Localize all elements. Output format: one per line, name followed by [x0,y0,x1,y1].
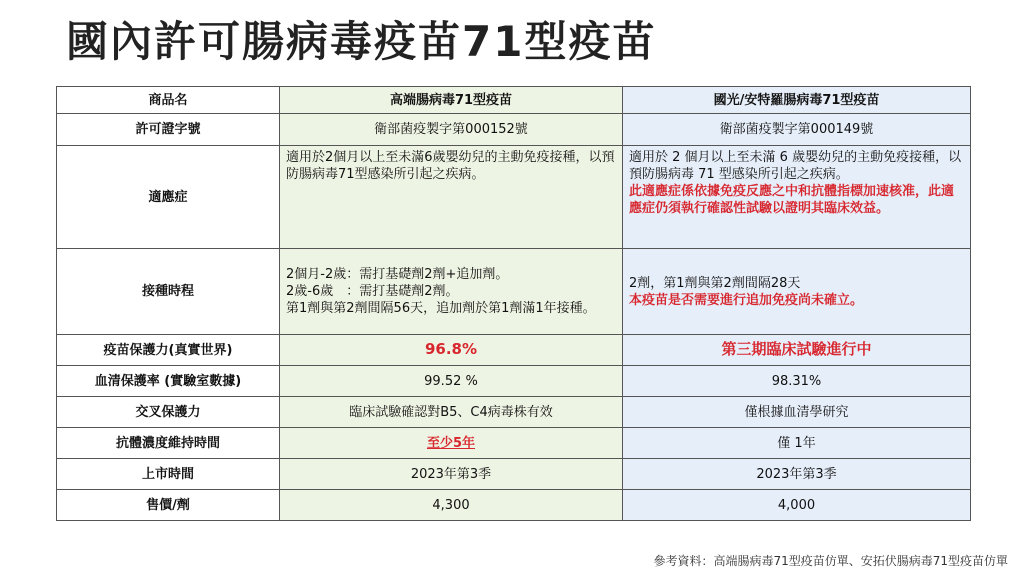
duration-a-value: 至少5年 [426,435,476,451]
table-row [57,335,971,366]
duration-b: 僅 1年 [623,428,971,459]
table-row [57,249,971,335]
protection-b [623,335,971,366]
row-label: 售價/劑 [57,490,280,521]
row-label: 接種時程 [57,249,280,335]
cross-b: 僅根據血清學研究 [623,397,971,428]
license-a: 衛部菌疫製字第000152號 [280,114,623,146]
table-row [57,397,971,428]
indication-b-note: 此適應症係依據免疫反應之中和抗體指標加速核准，此適應症仍須執行確認性試驗以證明其臨床效益。 [629,184,955,216]
schedule-a-line: 第1劑與第2劑間隔56天，追加劑於第1劑滿1年接種。 [286,301,596,316]
schedule-b-note: 本疫苗是否需要進行追加免疫尚未確立。 [629,292,864,308]
indication-a [280,146,623,249]
indication-b-text: 適用於 2 個月以上至未滿 6 歲嬰幼兒的主動免疫接種，以預防腸病毒 71 型感染所引起之疾病。 [629,150,962,182]
table-row [57,490,971,521]
protection-a [280,335,623,366]
table-row [57,459,971,490]
price-b: 4,000 [623,490,971,521]
row-label: 上市時間 [57,459,280,490]
schedule-b [623,249,971,335]
schedule-a-line: 2個月-2歲：需打基礎劑2劑+追加劑。 [286,267,509,282]
protection-b-value: 第三期臨床試驗進行中 [721,340,872,358]
indication-b [623,146,971,249]
schedule-b-text: 2劑，第1劑與第2劑間隔28天 [629,275,801,291]
header-vaccine-a: 高端腸病毒71型疫苗 [280,87,623,114]
schedule-a-line: 2歲-6歲 ：需打基礎劑2劑。 [286,284,459,299]
row-label: 許可證字號 [57,114,280,146]
row-label: 疫苗保護力(真實世界) [57,335,280,366]
row-label: 抗體濃度維持時間 [57,428,280,459]
schedule-a [280,249,623,335]
price-a: 4,300 [280,490,623,521]
table-row [57,114,971,146]
duration-a [280,428,623,459]
row-label: 血清保護率 (實驗室數據) [57,366,280,397]
launch-b: 2023年第3季 [623,459,971,490]
page-title: 國內許可腸病毒疫苗71型疫苗 [66,17,657,66]
row-label: 適應症 [57,146,280,249]
protection-a-value: 96.8% [424,340,478,358]
table-row [57,366,971,397]
header-label: 商品名 [57,87,280,114]
table-row [57,87,971,114]
row-label: 交叉保護力 [57,397,280,428]
serum-a: 99.52 % [280,366,623,397]
cross-a: 臨床試驗確認對B5、C4病毒株有效 [280,397,623,428]
serum-b: 98.31% [623,366,971,397]
launch-a: 2023年第3季 [280,459,623,490]
table-row [57,428,971,459]
header-vaccine-b: 國光/安特羅腸病毒71型疫苗 [623,87,971,114]
table-row [57,146,971,249]
indication-a-text: 適用於2個月以上至未滿6歲嬰幼兒的主動免疫接種，以預防腸病毒71型感染所引起之疾病。 [286,150,615,182]
reference-note: 參考資料：高端腸病毒71型疫苗仿單、安拓伏腸病毒71型疫苗仿單 [653,554,1008,568]
comparison-table [56,86,971,521]
license-b: 衛部菌疫製字第000149號 [623,114,971,146]
